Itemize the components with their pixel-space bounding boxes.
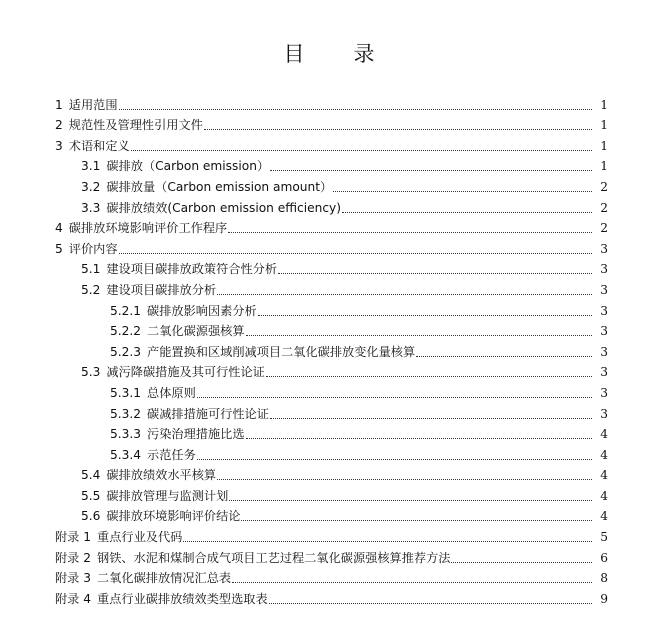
- toc-entry-label: 碳排放（Carbon emission）: [106, 159, 270, 174]
- dot-leader: [229, 500, 592, 501]
- toc-entry-number: 3.3: [81, 200, 101, 215]
- toc-entry-page-number: 1: [600, 118, 608, 133]
- toc-entry-page-number: 1: [600, 159, 608, 174]
- toc-entry-page-number: 3: [600, 344, 608, 359]
- toc-entry-text: [55, 242, 118, 257]
- toc-entry-text: [110, 427, 245, 442]
- toc-entry-label: 碳排放环境影响评价结论: [106, 509, 241, 524]
- toc-entry-text: [81, 262, 277, 277]
- toc-entry-text: [81, 509, 240, 524]
- toc-entry[interactable]: [0, 401, 658, 422]
- toc-entry-text: [81, 283, 216, 298]
- toc-entry-label: 规范性及管理性引用文件: [68, 118, 203, 133]
- toc-entry[interactable]: [0, 133, 658, 154]
- toc-entry-number: 5.3: [81, 365, 101, 380]
- toc-entry[interactable]: [0, 504, 658, 525]
- toc-entry-number: 2: [55, 118, 63, 133]
- dot-leader: [183, 541, 592, 542]
- toc-entry-text: [81, 180, 332, 195]
- toc-entry-text: [55, 221, 227, 236]
- toc-entry-number: 附录 4: [55, 591, 92, 606]
- toc-entry-number: 附录 1: [55, 530, 92, 545]
- toc-entry-number: 5.3.1: [110, 385, 142, 400]
- toc-entry-page-number: 3: [600, 324, 608, 339]
- toc-entry[interactable]: [0, 566, 658, 587]
- dot-leader: [131, 150, 592, 151]
- dot-leader: [270, 418, 592, 419]
- toc-entry-label: 重点行业及代码: [97, 530, 183, 545]
- toc-entry-label: 二氧化碳源强核算: [147, 324, 245, 339]
- toc-entry-label: 碳排放管理与监测计划: [106, 488, 229, 503]
- toc-entry-number: 5.2: [81, 282, 101, 297]
- toc-entry[interactable]: [0, 319, 658, 340]
- toc-entry[interactable]: [0, 154, 658, 175]
- toc-entry-number: 3.2: [81, 179, 101, 194]
- toc-entry-text: [55, 592, 268, 607]
- toc-entry-page-number: 4: [600, 468, 608, 483]
- toc-entry-label: 污染治理措施比选: [147, 427, 245, 442]
- toc-entry[interactable]: [0, 339, 658, 360]
- toc-entry[interactable]: [0, 216, 658, 237]
- dot-leader: [246, 335, 592, 336]
- dot-leader: [269, 603, 592, 604]
- dot-leader: [232, 582, 592, 583]
- toc-entry-label: 碳排放量（Carbon emission amount）: [106, 179, 333, 194]
- toc-entry-text: [110, 386, 196, 401]
- toc-entry-label: 适用范围: [68, 97, 118, 112]
- dot-leader: [204, 129, 592, 130]
- toc-entry-number: 附录 3: [55, 571, 92, 586]
- toc-entry[interactable]: [0, 174, 658, 195]
- dot-leader: [228, 232, 592, 233]
- toc-entry-number: 4: [55, 221, 63, 236]
- toc-entry-label: 钢铁、水泥和煤制合成气项目工艺过程二氧化碳源强核算推荐方法: [97, 550, 451, 565]
- toc-entry-label: 示范任务: [147, 447, 196, 462]
- toc-entry-text: [110, 345, 415, 360]
- toc-entry-text: [55, 98, 118, 113]
- toc-entry-label: 总体原则: [147, 385, 196, 400]
- dot-leader: [416, 356, 592, 357]
- toc-entry-label: 碳减排措施可行性论证: [147, 406, 269, 421]
- toc-entry[interactable]: [0, 92, 658, 113]
- toc-entry-label: 碳排放环境影响评价工作程序: [68, 221, 228, 236]
- toc-entry-page-number: 4: [600, 427, 608, 442]
- toc-entry-page-number: 2: [600, 200, 608, 215]
- toc-list: [0, 92, 658, 607]
- toc-entry-page-number: 9: [600, 591, 608, 606]
- toc-entry-page-number: 3: [600, 282, 608, 297]
- toc-entry[interactable]: [0, 360, 658, 381]
- toc-entry-page-number: 3: [600, 385, 608, 400]
- toc-entry-text: [110, 448, 196, 463]
- toc-entry-number: 5.3.2: [110, 406, 142, 421]
- toc-entry-text: [55, 118, 203, 133]
- toc-entry-page-number: 3: [600, 406, 608, 421]
- toc-entry-page-number: 2: [600, 221, 608, 236]
- toc-entry-text: [81, 489, 228, 504]
- dot-leader: [119, 109, 592, 110]
- toc-entry-label: 二氧化碳排放情况汇总表: [97, 571, 232, 586]
- dot-leader: [217, 294, 592, 295]
- toc-entry-page-number: 5: [600, 530, 608, 545]
- dot-leader: [119, 253, 592, 254]
- toc-entry[interactable]: [0, 380, 658, 401]
- toc-entry-text: [55, 571, 231, 586]
- toc-entry[interactable]: [0, 195, 658, 216]
- toc-entry-label: 产能置换和区域削减项目二氧化碳排放变化量核算: [147, 344, 416, 359]
- toc-entry[interactable]: [0, 463, 658, 484]
- toc-entry[interactable]: [0, 422, 658, 443]
- toc-entry-number: 5.4: [81, 468, 101, 483]
- toc-entry-page-number: 2: [600, 179, 608, 194]
- toc-entry-number: 5.3.3: [110, 427, 142, 442]
- toc-entry-text: [81, 201, 341, 216]
- toc-entry-text: [110, 304, 257, 319]
- toc-entry-number: 5.5: [81, 488, 101, 503]
- toc-entry-text: [81, 159, 269, 174]
- toc-entry-page-number: 1: [600, 138, 608, 153]
- toc-entry[interactable]: [0, 257, 658, 278]
- dot-leader: [241, 520, 592, 521]
- dot-leader: [258, 315, 592, 316]
- toc-entry[interactable]: [0, 442, 658, 463]
- toc-entry[interactable]: [0, 113, 658, 134]
- dot-leader: [451, 562, 592, 563]
- toc-entry-page-number: 4: [600, 509, 608, 524]
- dot-leader: [342, 212, 592, 213]
- toc-entry-text: [81, 365, 265, 380]
- dot-leader: [197, 397, 592, 398]
- toc-entry[interactable]: [0, 298, 658, 319]
- toc-entry-number: 附录 2: [55, 550, 92, 565]
- toc-entry-text: [81, 468, 216, 483]
- toc-entry[interactable]: [0, 586, 658, 607]
- toc-entry-text: [55, 530, 182, 545]
- toc-entry-page-number: 3: [600, 303, 608, 318]
- toc-entry-number: 5.2.3: [110, 344, 142, 359]
- toc-entry-page-number: 4: [600, 447, 608, 462]
- toc-entry-page-number: 3: [600, 262, 608, 277]
- toc-entry-page-number: 6: [600, 550, 608, 565]
- toc-entry-text: [110, 324, 245, 339]
- toc-entry-number: 5.3.4: [110, 447, 142, 462]
- toc-entry-text: [110, 407, 269, 422]
- toc-entry-number: 5: [55, 241, 63, 256]
- toc-entry-number: 5.1: [81, 262, 101, 277]
- toc-entry-page-number: 4: [600, 488, 608, 503]
- toc-entry[interactable]: [0, 483, 658, 504]
- dot-leader: [266, 376, 592, 377]
- toc-entry-number: 5.2.1: [110, 303, 142, 318]
- toc-entry-number: 3: [55, 138, 63, 153]
- toc-title: 目 录: [283, 42, 389, 66]
- toc-entry-number: 5.6: [81, 509, 101, 524]
- toc-entry-label: 重点行业碳排放绩效类型选取表: [97, 591, 268, 606]
- dot-leader: [333, 191, 592, 192]
- dot-leader: [278, 273, 592, 274]
- toc-entry-page-number: 3: [600, 241, 608, 256]
- toc-entry-label: 术语和定义: [68, 138, 130, 153]
- toc-entry-number: 3.1: [81, 159, 101, 174]
- toc-entry-number: 1: [55, 97, 63, 112]
- toc-entry-label: 碳排放绩效水平核算: [106, 468, 217, 483]
- toc-entry-label: 评价内容: [68, 241, 118, 256]
- toc-entry-page-number: 3: [600, 365, 608, 380]
- toc-entry-page-number: 1: [600, 97, 608, 112]
- toc-entry-page-number: 8: [600, 571, 608, 586]
- dot-leader: [217, 479, 592, 480]
- toc-entry[interactable]: [0, 524, 658, 545]
- toc-entry-number: 5.2.2: [110, 324, 142, 339]
- toc-entry[interactable]: [0, 277, 658, 298]
- toc-entry[interactable]: [0, 236, 658, 257]
- dot-leader: [246, 438, 592, 439]
- toc-entry-label: 减污降碳措施及其可行性论证: [106, 365, 265, 380]
- dot-leader: [270, 170, 592, 171]
- dot-leader: [197, 459, 592, 460]
- toc-entry-label: 碳排放影响因素分析: [147, 303, 257, 318]
- toc-entry-label: 建设项目碳排放分析: [106, 282, 217, 297]
- toc-entry-text: [55, 139, 130, 154]
- toc-entry-label: 建设项目碳排放政策符合性分析: [106, 262, 278, 277]
- toc-entry[interactable]: [0, 545, 658, 566]
- toc-entry-label: 碳排放绩效(Carbon emission efficiency): [106, 200, 342, 215]
- toc-entry-text: [55, 551, 450, 566]
